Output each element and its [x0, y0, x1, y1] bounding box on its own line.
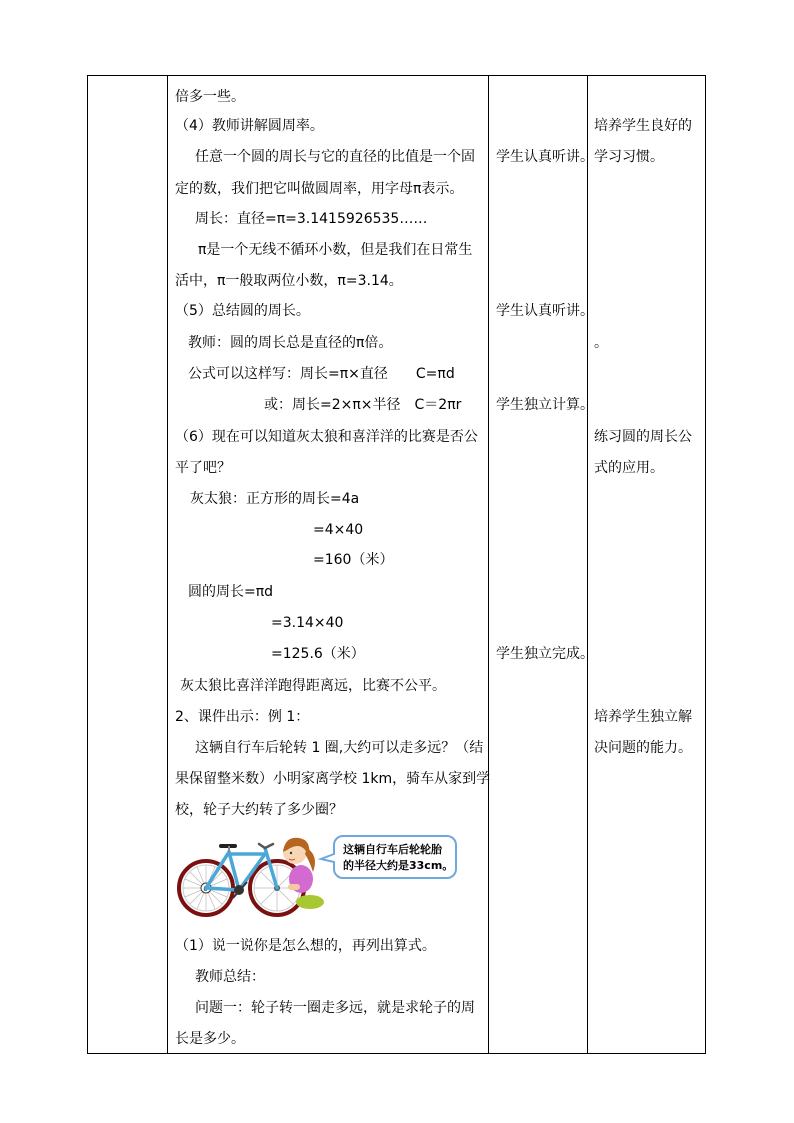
- content-line: 这辆自行车后轮转 1 圈,大约可以走多远？（结: [195, 740, 484, 756]
- column-divider-1: [167, 75, 168, 1054]
- table-border-left: [87, 75, 88, 1054]
- content-line: =4×40: [313, 522, 364, 538]
- table-border-right: [705, 75, 706, 1054]
- purpose-line: 决问题的能力。: [594, 740, 692, 756]
- bubble-line: 的半径大约是33cm。: [343, 859, 454, 872]
- content-line: 倍多一些。: [175, 89, 245, 105]
- content-line: 定的数，我们把它叫做圆周率，用字母π表示。: [175, 181, 464, 197]
- table-bottom-border: [87, 1053, 706, 1054]
- purpose-line: 。: [594, 335, 608, 351]
- column-divider-2: [488, 75, 489, 1054]
- student-activity: 学生认真听讲。: [496, 303, 594, 319]
- content-line: 活中，π一般取两位小数，π=3.14。: [175, 273, 403, 289]
- student-activity: 学生独立完成。: [496, 646, 594, 662]
- content-line: 教师总结：: [195, 969, 265, 985]
- student-activity: 学生独立计算。: [496, 397, 594, 413]
- bicycle-illustration: [173, 832, 463, 918]
- content-line: π是一个无线不循环小数，但是我们在日常生: [198, 242, 473, 258]
- purpose-line: 培养学生良好的: [594, 118, 692, 134]
- content-line: 校，轮子大约转了多少圈？: [175, 802, 343, 818]
- content-line: =160（米）: [313, 552, 394, 568]
- content-line: 果保留整米数）小明家离学校 1km，骑车从家到学: [175, 771, 491, 787]
- content-line: 平了吧？: [175, 460, 231, 476]
- table-top-border: [87, 75, 706, 76]
- content-line: （6）现在可以知道灰太狼和喜洋洋的比赛是否公: [175, 429, 478, 445]
- bicycle-girl-image: [173, 832, 463, 918]
- content-line: 灰太狼比喜洋洋跑得距离远，比赛不公平。: [180, 678, 446, 694]
- content-line: =125.6（米）: [271, 646, 365, 662]
- content-line: 公式可以这样写：周长=π×直径 C=πd: [188, 366, 455, 382]
- content-line: 圆的周长=πd: [188, 584, 274, 600]
- content-line: 任意一个圆的周长与它的直径的比值是一个固: [195, 149, 475, 165]
- content-line: 长是多少。: [175, 1031, 245, 1047]
- content-line: （4）教师讲解圆周率。: [175, 118, 324, 134]
- column-divider-3: [587, 75, 588, 1054]
- content-line: 灰太狼：正方形的周长=4a: [190, 491, 360, 507]
- purpose-line: 学习习惯。: [594, 149, 664, 165]
- content-line: 或：周长=2×π×半径 C＝2πr: [264, 397, 462, 413]
- content-line: 周长：直径=π=3.1415926535……: [195, 211, 428, 227]
- purpose-line: 练习圆的周长公: [594, 429, 692, 445]
- purpose-line: 式的应用。: [594, 460, 664, 476]
- content-line: 2、课件出示：例 1：: [175, 709, 310, 725]
- content-line: （5）总结圆的周长。: [175, 303, 310, 319]
- student-activity: 学生认真听讲。: [496, 149, 594, 165]
- content-line: 教师：圆的周长总是直径的π倍。: [188, 335, 393, 351]
- content-line: =3.14×40: [271, 615, 344, 631]
- content-line: 问题一：轮子转一圈走多远，就是求轮子的周: [195, 1000, 475, 1016]
- wheel-label: 6: [203, 886, 208, 893]
- content-line: （1）说一说你是怎么想的，再列出算式。: [175, 938, 436, 954]
- bubble-line: 这辆自行车后轮轮胎: [343, 843, 442, 856]
- purpose-line: 培养学生独立解: [594, 709, 692, 725]
